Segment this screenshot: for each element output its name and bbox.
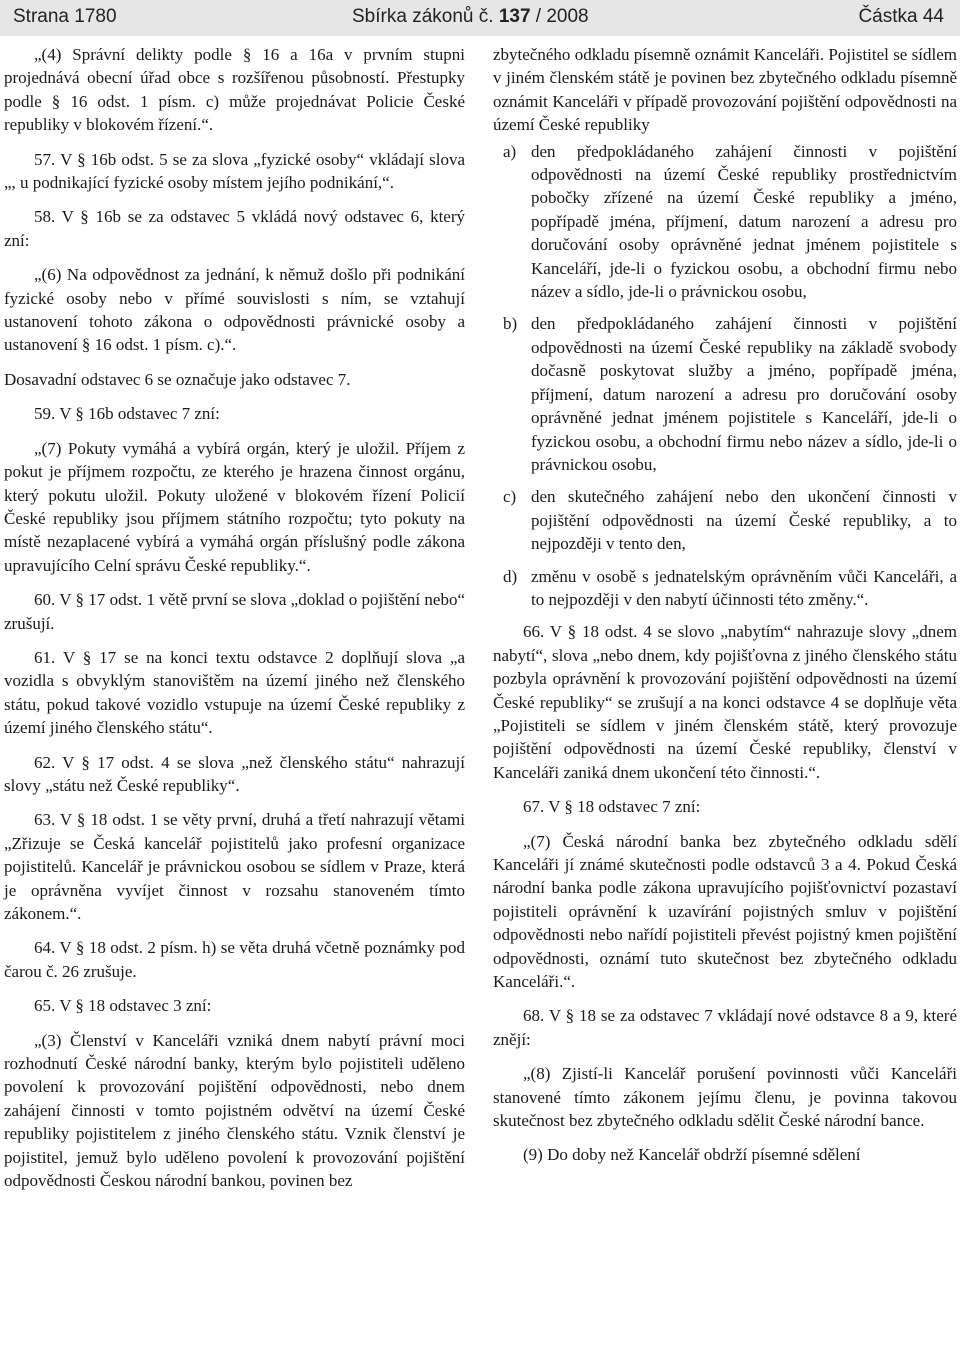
collection-title (352, 6, 589, 28)
list-item (493, 140, 957, 304)
point-58-note: Dosavadní odstavec 6 se označuje jako odstavec 7. (4, 369, 351, 389)
point-58-quote: „(6) Na odpovědnost za jednání, k němuž došlo při podnikání fyzické osoby nebo v přímé souvislosti s ním, se vztahují ustanovení tohoto zákona o odpovědnosti právnické osoby a ustanovení § 16 odst. 1 písm. c).“. (4, 265, 465, 355)
item-marker: a) (503, 141, 517, 161)
point-61: 61. V § 17 se na konci textu odstavce 2 doplňují slova „a vozidla s obvyklým stanovištěm na území jiného než členského státu, pokud takové vozidlo vstupuje na území České republiky z území jiného členského státu“. (4, 647, 465, 738)
point-62: 62. V § 17 odst. 4 se slova „než členského státu“ nahrazují slovy „státu než České republiky“. (4, 752, 465, 795)
notification-items-list (493, 140, 957, 612)
point-65-quote: „(3) Členství v Kanceláři vzniká dnem nabytí právní moci rozhodnutí České národní banky, kterým bylo pojistiteli uděleno povolení k provozování pojištění odpovědnosti, nebo dnem zahájení činnosti v tomto pojistném odvětví na území České republiky pojistitelem z jiného členského státu. Vznik členství je pojistitel, jemuž bylo uděleno povolení k provozování pojištění odpovědnosti Českou národní bankou, povinen bez (4, 1030, 465, 1191)
point-59: 59. V § 16b odstavec 7 zní: (34, 404, 220, 424)
item-text: den skutečného zahájení nebo den ukončení činnosti v pojištění odpovědnosti na území České republiky, a to nejpozději v tento den, (531, 487, 957, 554)
point-64: 64. V § 18 odst. 2 písm. h) se věta druhá včetně poznámky pod čarou č. 26 zrušuje. (4, 938, 465, 981)
item-marker: c) (503, 487, 517, 507)
item-text: den předpokládaného zahájení činnosti v pojištění odpovědnosti na území České republiky prostřednictvím pobočky zřízené na území České republiky a jméno, popřípadě jména, příjmení, datum narození a adresu pro doručování osoby oprávněné jednat jménem pojistitele s Kanceláří, jde-li o fyzickou osobu, a obchodní firmu nebo název a sídlo, jde-li o právnickou osobu, (531, 141, 957, 302)
list-item (493, 565, 957, 612)
law-year: / 2008 (530, 6, 589, 27)
point-65-continuation: zbytečného odkladu písemně oznámit Kanceláři. Pojistitel se sídlem v jiném členském státě je povinen bez zbytečného odkladu písemně oznámit Kanceláři v případě provozování pojištění odpovědnosti na území České republiky (493, 45, 957, 135)
list-item (493, 485, 957, 555)
item-marker: b) (503, 314, 518, 334)
point-66: 66. V § 18 odst. 4 se slovo „nabytím“ nahrazuje slovy „dnem nabytí“, slova „nebo dnem, kdy pojišťovna z jiného členského státu pozbyla oprávnění k provozování pojištění odpovědnosti na území České republiky“ se zrušují a na konci odstavce 4 se doplňuje věta „Pojistiteli se sídlem v jiném členském státě, který provozuje pojištění odpovědnosti na území České republiky, členství v Kanceláři zaniká dnem ukončení této činnosti.“. (493, 622, 957, 782)
point-59-quote: „(7) Pokuty vymáhá a vybírá orgán, který je uložil. Příjem z pokut je příjmem rozpočtu, ze kterého je hrazena činnost orgánu, který pokutu uložil. Pokuty uložené v blokovém řízení Policií České republiky jsou příjmem státního rozpočtu; tyto pokuty na místě nezaplacené vybírá a vymáhá orgán příslušný podle zákona upravujícího Celní správu České republiky.“. (4, 438, 465, 575)
point-60: 60. V § 17 odst. 1 větě první se slova „doklad o pojištění nebo“ zrušují. (4, 590, 465, 633)
point-65: 65. V § 18 odstavec 3 zní: (34, 996, 212, 1016)
point-67: 67. V § 18 odstavec 7 zní: (523, 797, 701, 817)
page-number: Strana 1780 (13, 6, 117, 27)
collection-prefix: Sbírka zákonů č. (352, 6, 494, 27)
item-marker: d) (503, 566, 518, 586)
point-57: 57. V § 16b odst. 5 se za slova „fyzické osoby“ vkládají slova „, u podnikající fyzické osoby místem jejího podnikání,“. (4, 149, 465, 193)
part-number: Částka 44 (858, 6, 944, 27)
item-text: změnu v osobě s jednatelským oprávněním vůči Kanceláři, a to nejpozději v den nabytí účinnosti této změny.“. (531, 566, 957, 609)
left-column (4, 43, 465, 1192)
page-header (0, 0, 960, 36)
paragraph-4-quote: „(4) Správní delikty podle § 16 a 16a v prvním stupni projednává obecní úřad obce s rozšířenou působností. Přestupky podle § 16 odst. 1 písm. c) může projednávat Policie České republiky v blokovém řízení.“. (4, 45, 465, 135)
right-column (493, 43, 957, 1167)
point-63: 63. V § 18 odst. 1 se věty první, druhá a třetí nahrazují větami „Zřizuje se Česká kancelář pojistitelů jako profesní organizace pojistitelů. Kancelář je právnickou osobou se sídlem v Praze, která je oprávněna vyvíjet činnost v rozsahu stanoveném tímto zákonem.“. (4, 810, 465, 923)
point-68: 68. V § 18 se za odstavec 7 vkládají nové odstavce 8 a 9, které znějí: (493, 1006, 957, 1049)
point-67-quote: „(7) Česká národní banka bez zbytečného odkladu sdělí Kanceláři jí známé skutečnosti podle odstavců 3 a 4. Pokud Česká národní banka podle zákona upravujícího pojišťovnictví pozastaví pojistiteli oprávnění k uzavírání pojistných smluv v pojištění odpovědnosti nebo nařídí pojistiteli převést pojistný kmen pojištění odpovědnosti, oznámí tuto skutečnost bez zbytečného odkladu Kanceláři.“. (493, 831, 957, 992)
item-text: den předpokládaného zahájení činnosti v pojištění odpovědnosti na území České republiky na základě svobody dočasně poskytovat služby a jméno, popřípadě jména, příjmení, datum narození a adresu pro doručování osoby oprávněné jednat jménem pojistitele s Kanceláří, jde-li o fyzickou osobu, a obchodní firmu nebo název a sídlo, jde-li o právnickou osobu, (531, 314, 957, 474)
point-68-next: (9) Do doby než Kancelář obdrží písemné sdělení (523, 1145, 861, 1165)
point-58: 58. V § 16b se za odstavec 5 vkládá nový odstavec 6, který zní: (4, 207, 465, 250)
point-68-quote: „(8) Zjistí-li Kancelář porušení povinnosti vůči Kanceláři stanovené tímto zákonem jejímu členu, je povinna takovou skutečnost bez zbytečného odkladu sdělit České národní bance. (493, 1064, 957, 1131)
law-number: 137 (498, 6, 531, 27)
list-item (493, 312, 957, 476)
